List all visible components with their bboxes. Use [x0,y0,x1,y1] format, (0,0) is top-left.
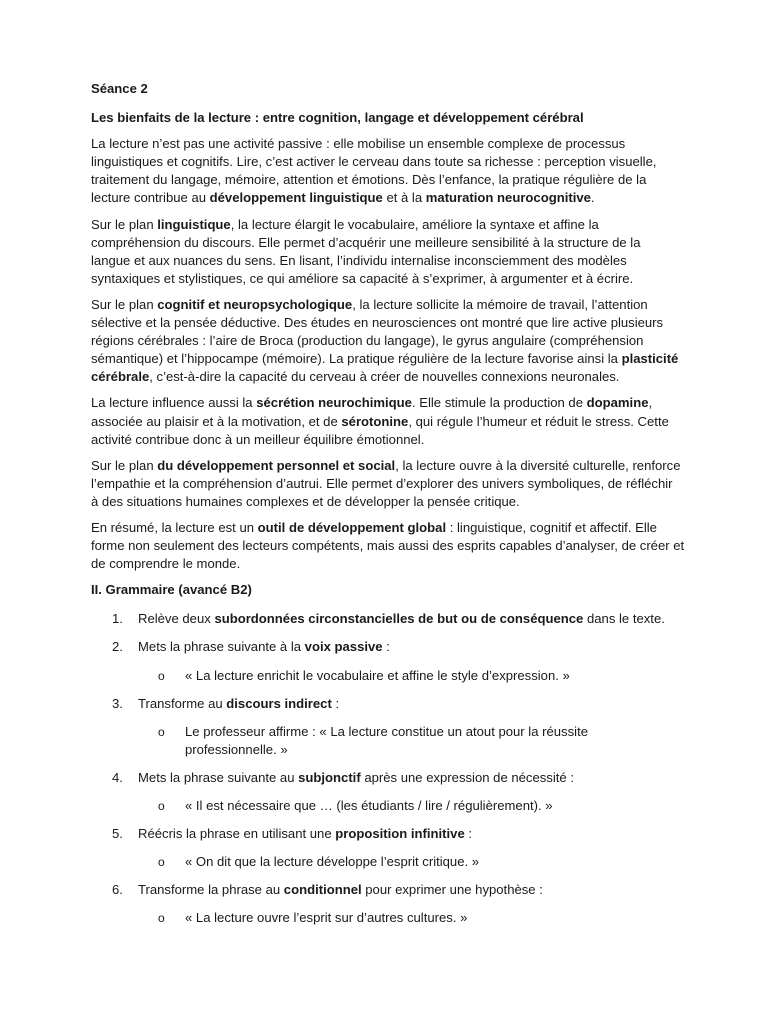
exercise-item: 1. Relève deux subordonnées circonstancielles de but ou de conséquence dans le texte. [112,611,665,627]
exercise-item: 5. Réécris la phrase en utilisant une proposition infinitive : o « On dit que la lecture développe l’esprit critique. » [91,825,681,871]
paragraph-linguistic: Sur le plan linguistique, la lecture élargit le vocabulaire, améliore la syntaxe et affine la compréhension du discours. Elle permet d’acquérir une meilleure sensibilité à la structure de la langue et aux nuances du sens. En lisant, l’individu internalise inconsciemment des modèles syntaxiques et stylistiques, ce qui améliore sa capacité à s’exprimer, à argumenter et à écrire. [91,216,641,286]
exercise-subitem: o « On dit que la lecture développe l’esprit critique. » [91,853,681,871]
exercise-subitem: o « La lecture ouvre l’esprit sur d’autres cultures. » [91,909,681,927]
session-heading: Séance 2 [91,81,148,96]
paragraph-cognitive: Sur le plan cognitif et neuropsychologique, la lecture sollicite la mémoire de travail, l’attention sélective et la pensée déductive. Des études en neurosciences ont montré que lire active plusieurs régions cérébrales : l’aire de Broca (production du langage), le gyrus angulaire (compréhension sémantique) et l’hippocampe (mémoire). La pratique régulière de la lecture favorise ainsi la plasticité cérébrale, c’est-à-dire la capacité du cerveau à créer de nouvelles connexions neuronales. [91,296,679,385]
paragraph-summary: En résumé, la lecture est un outil de développement global : linguistique, cognitif et affectif. Elle forme non seulement des lecteurs compétents, mais aussi des esprits capables d’analyser, de créer et de comprendre le monde. [91,519,685,572]
bullet-icon: o [158,668,165,683]
exercise-item: 6. Transforme la phrase au conditionnel pour exprimer une hypothèse : o « La lecture ouvre l’esprit sur d’autres cultures. » [91,881,681,927]
exercise-item: 2. Mets la phrase suivante à la voix passive : o « La lecture enrichit le vocabulaire et affine le style d’expression. » [91,638,681,684]
document-page [91,80,685,937]
bullet-icon: o [158,855,165,870]
bullet-icon: o [158,724,165,739]
section-heading-grammar: II. Grammaire (avancé B2) [91,582,252,598]
paragraph-intro: La lecture n’est pas une activité passive : elle mobilise un ensemble complexe de processus linguistiques et cognitifs. Lire, c’est activer le cerveau dans toute sa richesse : perception visuelle, traitement du langage, mémoire, attention et émotions. Dès l’enfance, la pratique régulière de la lecture contribue au développement linguistique et à la maturation neurocognitive. [91,136,657,206]
document-title: Les bienfaits de la lecture : entre cognition, langage et développement cérébral [91,110,584,126]
paragraph-personal-social: Sur le plan du développement personnel et social, la lecture ouvre à la diversité culturelle, renforce l’empathie et la compréhension d’autrui. Elle permet d’explorer des univers symboliques, de réfléchir à des situations humaines complexes et de développer la pensée critique. [91,457,681,509]
exercise-item: 3. Transforme au discours indirect : o Le professeur affirme : « La lecture constitue un atout pour la réussite professionnelle. » [91,695,681,759]
exercise-list [91,610,681,927]
exercise-subitem: o Le professeur affirme : « La lecture constitue un atout pour la réussite professionnelle. » [158,723,588,757]
bullet-icon: o [158,911,165,926]
exercise-subitem: o « Il est nécessaire que … (les étudiants / lire / régulièrement). » [91,797,681,815]
exercise-item: 4. Mets la phrase suivante au subjonctif après une expression de nécessité : o « Il est nécessaire que … (les étudiants / lire / régulièrement). » [91,769,681,815]
bullet-icon: o [158,799,165,813]
exercise-subitem: o « La lecture enrichit le vocabulaire et affine le style d’expression. » [91,667,681,685]
paragraph-neurochemical: La lecture influence aussi la sécrétion neurochimique. Elle stimule la production de dopamine, associée au plaisir et à la motivation, et de sérotonine, qui régule l’humeur et réduit le stress. Cette activité contribue donc à un meilleur équilibre émotionnel. [91,395,669,447]
